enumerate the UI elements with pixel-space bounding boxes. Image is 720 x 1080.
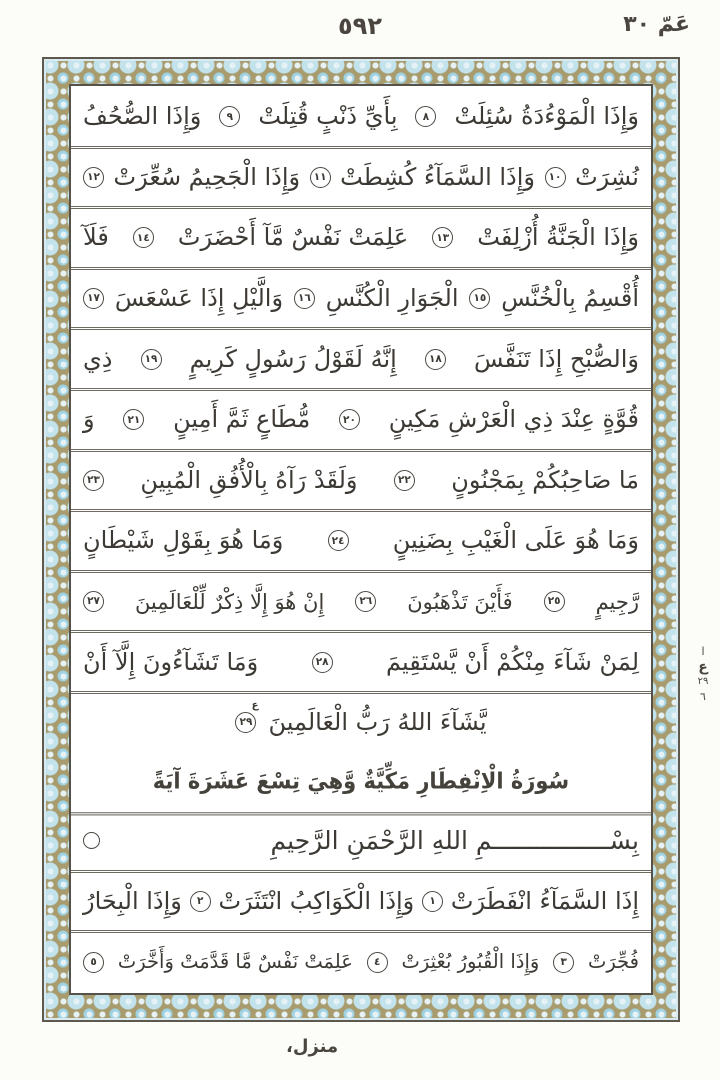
ayah-number: ١٣ — [436, 231, 450, 244]
arabic-text: إِنْ هُوَ إِلَّا ذِكْرٌ لِّلْعَالَمِينَ — [134, 589, 325, 614]
arabic-text: وَإِذَا الْقُبُورُ بُعْثِرَتْ — [401, 949, 540, 973]
quran-line-2 — [71, 149, 651, 210]
arabic-text: مَا صَاحِبُكُمْ بِمَجْنُونٍ — [451, 465, 639, 494]
arabic-text: عَلِمَتْ نَفْسٌ مَّا قَدَّمَتْ وَأَخَّرَتْ — [117, 949, 353, 973]
arabic-text: وَمَا هُوَ عَلَى الْغَيْبِ بِضَنِينٍ — [392, 526, 639, 555]
ayah-marker — [294, 288, 315, 309]
arabic-text: وَإِذَا الْكَوَاكِبُ انْتَثَرَتْ — [218, 886, 415, 915]
ayah-number: ١٢ — [87, 171, 100, 184]
ruku-end-ayn: ع — [251, 700, 259, 712]
ayah-number: ١٠ — [548, 171, 562, 184]
decorative-border-frame — [42, 57, 680, 1022]
ayah-number: ١٤ — [136, 231, 150, 244]
arabic-text: وَ — [83, 405, 95, 434]
ayah-marker — [469, 288, 490, 309]
arabic-text: وَإِذَا الْمَوْءُدَةُ سُئِلَتْ — [454, 102, 639, 131]
ayah-number: ٢٦ — [359, 595, 373, 608]
ayah-number: ١٨ — [428, 352, 442, 365]
ruku-surah-count: ا — [701, 645, 705, 658]
arabic-text: بِسْــــــــــــــــمِ اللهِ الرَّحْمَنِ الرَّحِيمِ — [270, 825, 639, 855]
arabic-text: نُشِرَتْ — [575, 162, 639, 191]
ayah-marker — [219, 106, 240, 127]
ayah-number: ٢ — [196, 895, 204, 908]
ayah-marker — [367, 952, 388, 973]
ayah-marker — [553, 952, 574, 973]
ayah-number: ٢٨ — [315, 655, 329, 668]
ayah-marker — [339, 409, 360, 430]
quran-line-13 — [71, 933, 651, 991]
arabic-text: سُورَةُ الْاِنْفِطَارِ مَكِّيَّةٌ وَّهِيَ تِسْعَ عَشَرَةَ آيَةً — [152, 767, 570, 794]
ayah-number: ٩ — [226, 110, 234, 123]
quran-line-8 — [71, 512, 651, 573]
arabic-text: وَمَا هُوَ بِقَوْلِ شَيْطَانٍ — [83, 526, 284, 555]
ayah-marker — [133, 227, 154, 248]
ayah-number: ٢١ — [127, 413, 141, 426]
arabic-text: وَلَقَدْ رَآهُ بِالْأُفُقِ الْمُبِينِ — [140, 465, 358, 494]
arabic-text: لِمَنْ شَآءَ مِنْكُمْ أَنْ يَّسْتَقِيمَ — [386, 647, 639, 676]
arabic-text: ذِي — [83, 344, 113, 373]
ayah-marker — [310, 167, 331, 188]
arabic-text: وَإِذَا السَّمَآءُ كُشِطَتْ — [340, 162, 535, 191]
quran-line-11-ayah-end — [71, 694, 651, 752]
quran-line-7 — [71, 452, 651, 513]
quran-line-3 — [71, 209, 651, 270]
arabic-text: وَمَا تَشَآءُونَ إِلَّآ أَنْ — [83, 647, 259, 676]
ayah-marker — [83, 288, 104, 309]
arabic-text: فَلَآ — [83, 223, 109, 252]
ayah-marker — [415, 106, 436, 127]
arabic-text: وَإِذَا الْجَحِيمُ سُعِّرَتْ — [113, 162, 301, 191]
ayah-number: ٢٥ — [547, 595, 561, 608]
page-number: ٥٩٢ — [338, 12, 382, 40]
ayah-marker — [83, 591, 104, 612]
bismillah-line — [71, 812, 651, 873]
ayah-number: ٢٧ — [87, 595, 100, 608]
surah-title-al-infitar — [71, 749, 651, 814]
ayah-marker — [235, 700, 259, 733]
arabic-text: فُجِّرَتْ — [587, 949, 639, 973]
arabic-text: وَإِذَا الصُّحُفُ — [83, 102, 202, 131]
arabic-text: إِذَا السَّمَآءُ انْفَطَرَتْ — [450, 886, 639, 915]
ayah-marker — [328, 530, 349, 551]
quran-line-4 — [71, 270, 651, 331]
arabic-text: أُقْسِمُ بِالْخُنَّسِ — [501, 283, 639, 312]
ayah-number: ١ — [429, 895, 436, 908]
ayah-marker — [432, 227, 453, 248]
ayah-number: ١٥ — [473, 292, 487, 305]
ayah-marker — [190, 891, 211, 912]
ayah-marker — [545, 167, 566, 188]
ayah-number: ١٦ — [297, 292, 311, 305]
empty-ayah-circle — [83, 832, 100, 849]
ayah-marker — [394, 470, 415, 491]
ayah-marker — [83, 167, 104, 188]
arabic-text: وَإِذَا الْجَنَّةُ أُزْلِفَتْ — [477, 223, 639, 252]
quran-line-5 — [71, 330, 651, 391]
ayah-number: ٢٣ — [87, 474, 100, 487]
ayah-number: ٤ — [374, 955, 381, 968]
arabic-text: الْجَوَارِ الْكُنَّسِ — [325, 283, 459, 312]
arabic-text: وَإِذَا الْبِحَارُ — [83, 886, 182, 915]
ayah-marker — [141, 349, 162, 370]
ayah-marker — [355, 591, 376, 612]
text-area — [69, 84, 653, 995]
ayah-marker — [422, 891, 443, 912]
quran-line-6 — [71, 391, 651, 452]
ayah-number: ٨ — [422, 110, 430, 123]
footer-catchword: منزل، — [286, 1036, 339, 1057]
ayah-marker — [544, 591, 565, 612]
arabic-text: مُّطَاعٍ ثَمَّ أَمِينٍ — [173, 405, 311, 434]
ruku-para-count: ٦ — [700, 690, 706, 704]
quran-line-12 — [71, 873, 651, 934]
ayah-marker — [83, 952, 104, 973]
arabic-text: قُوَّةٍ عِنْدَ ذِي الْعَرْشِ مَكِينٍ — [388, 405, 639, 434]
arabic-text: إِنَّهُ لَقَوْلُ رَسُولٍ كَرِيمٍ — [189, 344, 397, 373]
ayah-number: ١١ — [313, 171, 327, 184]
quran-line-9 — [71, 573, 651, 634]
ayah-number: ١٧ — [87, 292, 100, 305]
ruku-margin-mark — [690, 644, 716, 706]
ruku-ayn-symbol: ع — [698, 659, 708, 676]
arabic-text: رَّجِيمٍ — [595, 589, 639, 614]
ayah-number: ٢٢ — [397, 474, 411, 487]
ayah-number: ٢٤ — [331, 534, 345, 547]
ayah-number: ٢٠ — [343, 413, 356, 426]
arabic-text: بِأَيِّ ذَنْبٍ قُتِلَتْ — [258, 102, 398, 131]
ayah-marker — [425, 349, 446, 370]
ruku-ayah-count: ٢٩ — [697, 676, 709, 688]
ayah-marker — [83, 470, 104, 491]
arabic-text: عَلِمَتْ نَفْسٌ مَّآ أَحْضَرَتْ — [177, 223, 409, 252]
ayah-number: ١٩ — [144, 352, 158, 365]
ayah-number: ٣ — [560, 955, 567, 968]
ayah-number: ٥ — [90, 955, 97, 968]
arabic-text: فَأَيْنَ تَذْهَبُونَ — [407, 589, 513, 614]
ayah-marker — [123, 409, 144, 430]
quran-line-1 — [71, 88, 651, 149]
arabic-text: يَّشَآءَ اللهُ رَبُّ الْعَالَمِينَ — [268, 708, 487, 737]
quran-line-10 — [71, 633, 651, 694]
juz-label: عَمّ ٣٠ — [623, 12, 690, 37]
ayah-number: ٢٩ — [239, 716, 253, 729]
arabic-text: وَالصُّبْحِ إِذَا تَنَفَّسَ — [473, 344, 639, 373]
ayah-marker — [312, 652, 333, 673]
arabic-text: وَالَّيْلِ إِذَا عَسْعَسَ — [114, 283, 284, 312]
